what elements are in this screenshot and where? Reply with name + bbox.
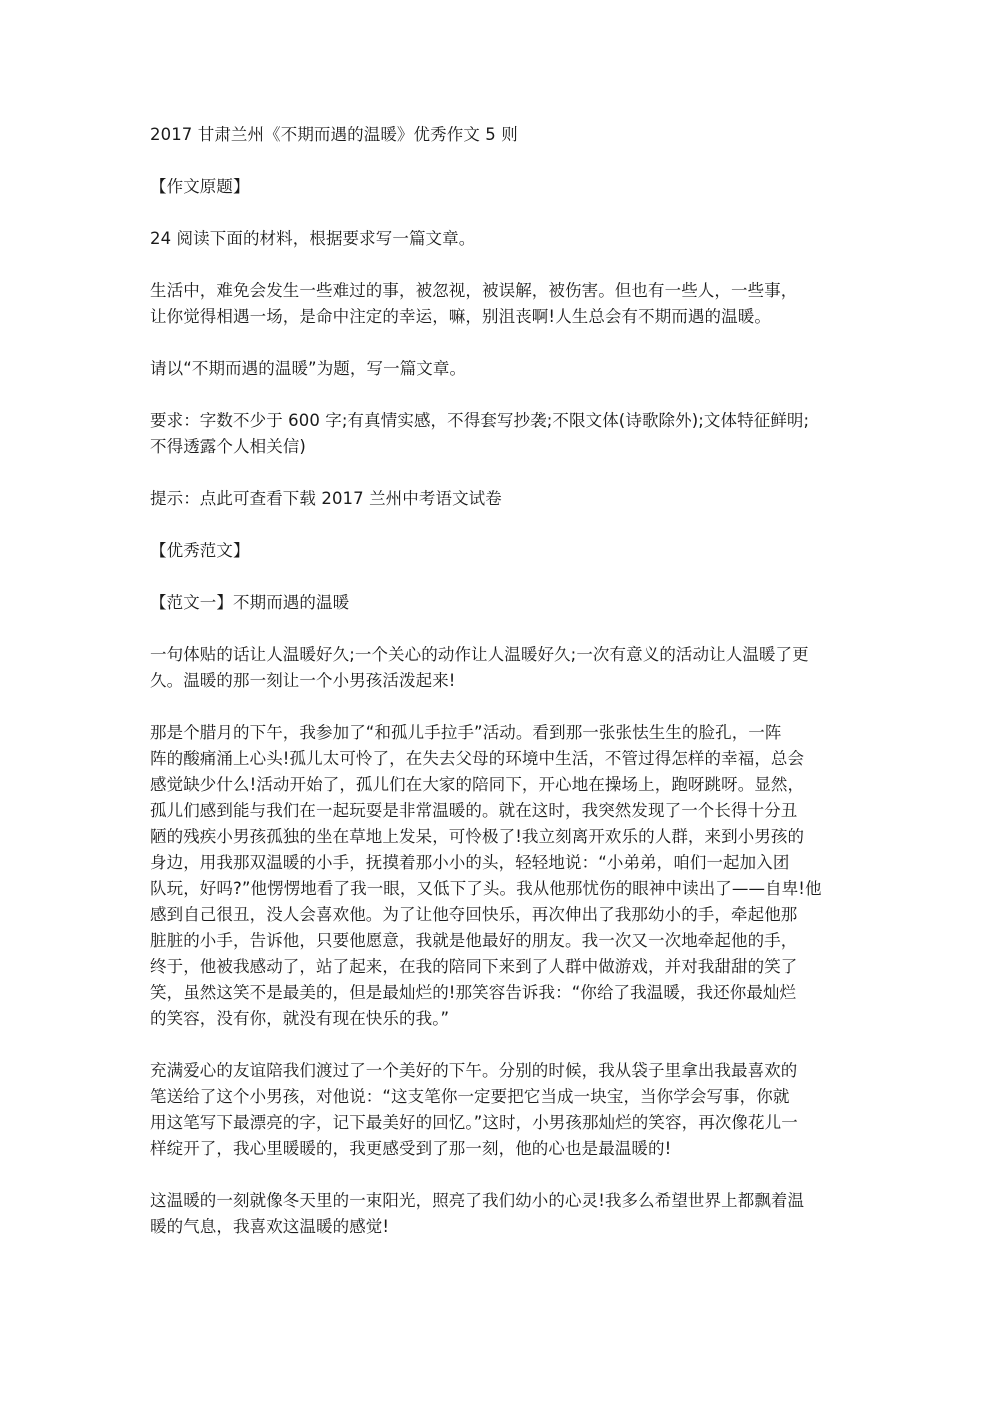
essay-paragraph-4 (150, 1188, 870, 1240)
text-line: 充满爱心的友谊陪我们渡过了一个美好的下午。分别的时候，我从袋子里拿出我最喜欢的 (150, 1061, 798, 1080)
text-line: 要求：字数不少于 600 字;有真情实感，不得套写抄袭;不限文体(诗歌除外);文体特征鲜明; (150, 411, 810, 430)
text-line: 不得透露个人相关信) (150, 437, 306, 456)
text-line: 终于，他被我感动了，站了起来，在我的陪同下来到了人群中做游戏，并对我甜甜的笑了 (150, 957, 798, 976)
text-line: 样绽开了，我心里暖暖的，我更感受到了那一刻，他的心也是最温暖的! (150, 1139, 672, 1158)
text-line: 的笑容，没有你，就没有现在快乐的我。” (150, 1009, 450, 1028)
text-line: 暖的气息，我喜欢这温暖的感觉! (150, 1217, 390, 1236)
section-heading-excellent: 【优秀范文】 (150, 541, 250, 560)
text-line: 笑，虽然这笑不是最美的，但是最灿烂的!那笑容告诉我：“你给了我温暖，我还你最灿烂 (150, 983, 797, 1002)
text-line: 用这笔写下最漂亮的字，记下最美好的回忆。”这时，小男孩那灿烂的笑容，再次像花儿一 (150, 1113, 798, 1132)
document-body (150, 122, 870, 1240)
essay-heading: 【范文一】不期而遇的温暖 (150, 593, 350, 612)
text-line: 生活中，难免会发生一些难过的事，被忽视，被误解，被伤害。但也有一些人，一些事， (150, 281, 798, 300)
essay-paragraph-1 (150, 642, 870, 694)
text-line: 陋的残疾小男孩孤独的坐在草地上发呆，可怜极了!我立刻离开欢乐的人群，来到小男孩的 (150, 827, 805, 846)
text-line: 阵的酸痛涌上心头!孤儿太可怜了，在失去父母的环境中生活，不管过得怎样的幸福，总会 (150, 749, 805, 768)
text-line: 感觉缺少什么!活动开始了，孤儿们在大家的陪同下，开心地在操场上，跑呀跳呀。显然， (150, 775, 805, 794)
section-heading-original: 【作文原题】 (150, 177, 250, 196)
text-line: 这温暖的一刻就像冬天里的一束阳光，照亮了我们幼小的心灵!我多么希望世界上都飘着温 (150, 1191, 805, 1210)
instruction: 请以“不期而遇的温暖”为题，写一篇文章。 (150, 359, 467, 378)
text-line: 一句体贴的话让人温暖好久;一个关心的动作让人温暖好久;一次有意义的活动让人温暖了更 (150, 645, 809, 664)
essay-paragraph-3 (150, 1058, 870, 1162)
text-line: 那是个腊月的下午，我参加了“和孤儿手拉手”活动。看到那一张张怯生生的脸孔，一阵 (150, 723, 782, 742)
requirements-paragraph (150, 408, 870, 460)
text-line: 身边，用我那双温暖的小手，抚摸着那小小的头，轻轻地说：“小弟弟，咱们一起加入团 (150, 853, 790, 872)
hint-text: 提示：点此可查看下载 2017 兰州中考语文试卷 (150, 489, 502, 508)
question-intro: 24 阅读下面的材料，根据要求写一篇文章。 (150, 229, 476, 248)
essay-paragraph-2 (150, 720, 870, 1032)
text-line: 脏脏的小手，告诉他，只要他愿意，我就是他最好的朋友。我一次又一次地牵起他的手， (150, 931, 798, 950)
document-title: 2017 甘肃兰州《不期而遇的温暖》优秀作文 5 则 (150, 125, 518, 144)
text-line: 久。温暖的那一刻让一个小男孩活泼起来! (150, 671, 456, 690)
text-line: 笔送给了这个小男孩，对他说：“这支笔你一定要把它当成一块宝，当你学会写事，你就 (150, 1087, 790, 1106)
text-line: 队玩，好吗?”他愣愣地看了我一眼，又低下了头。我从他那忧伤的眼神中读出了——自卑!他 (150, 879, 822, 898)
material-paragraph (150, 278, 870, 330)
text-line: 让你觉得相遇一场，是命中注定的幸运，嘛，别沮丧啊!人生总会有不期而遇的温暖。 (150, 307, 771, 326)
text-line: 感到自己很丑，没人会喜欢他。为了让他夺回快乐，再次伸出了我那幼小的手，牵起他那 (150, 905, 798, 924)
text-line: 孤儿们感到能与我们在一起玩耍是非常温暖的。就在这时，我突然发现了一个长得十分丑 (150, 801, 798, 820)
